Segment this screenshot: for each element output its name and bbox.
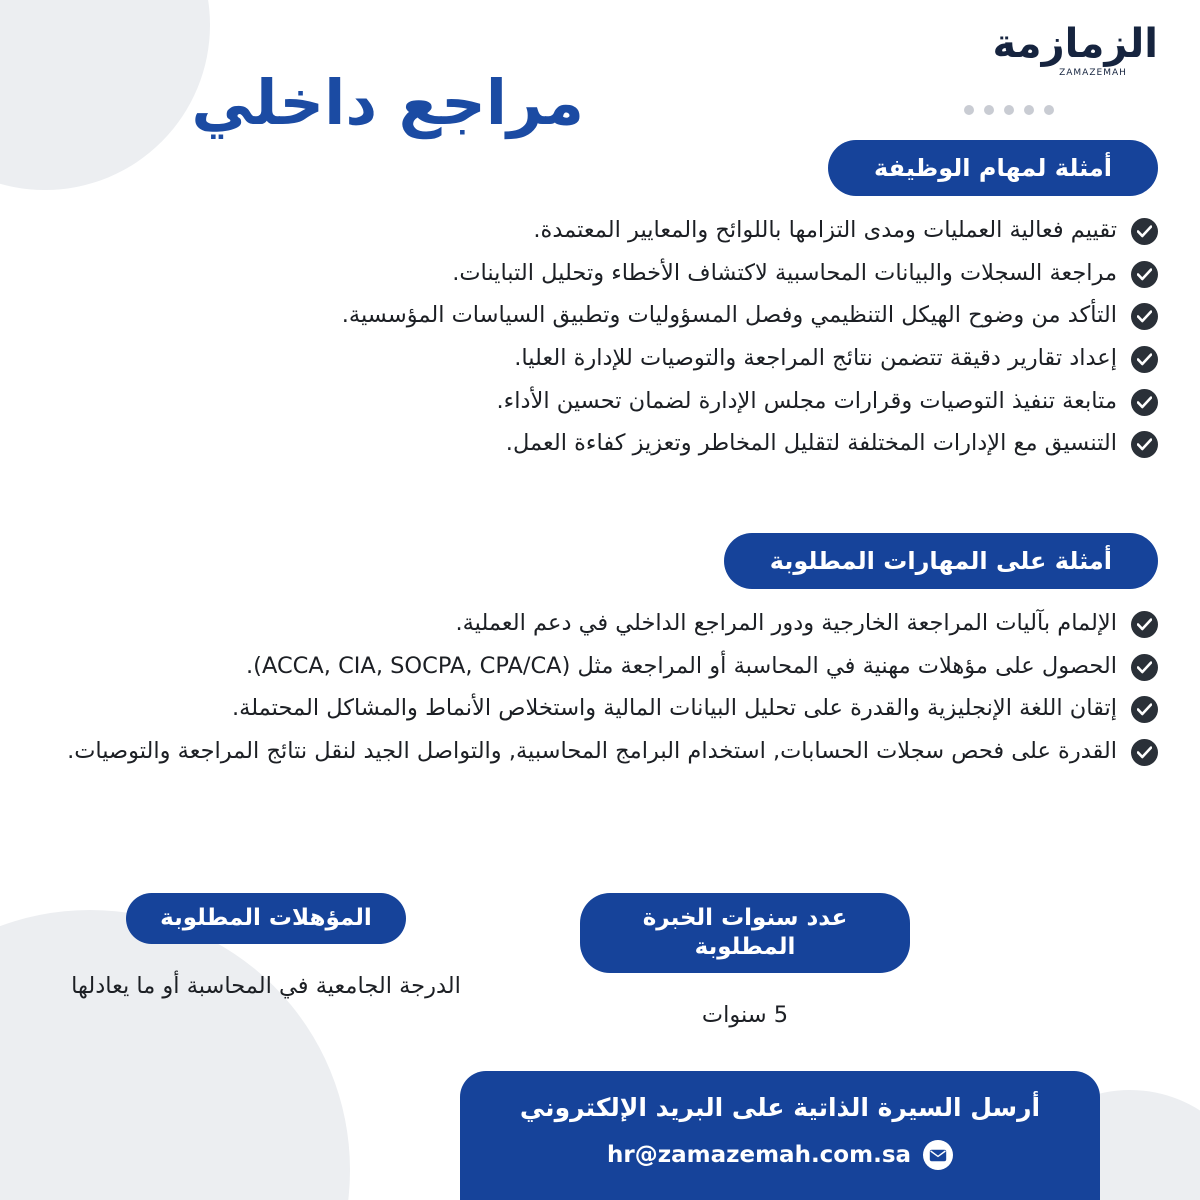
- list-item: [52, 385, 1158, 418]
- list-item-text: إتقان اللغة الإنجليزية والقدرة على تحليل البيانات المالية واستخلاص الأنماط والمشاكل المحتملة.: [232, 695, 1117, 722]
- list-item: [52, 427, 1158, 460]
- list-item: [52, 692, 1158, 725]
- qualifications-value: الدرجة الجامعية في المحاسبة أو ما يعادلها: [71, 972, 461, 999]
- check-icon: [1131, 654, 1158, 681]
- list-item: [52, 299, 1158, 332]
- list-item: [52, 342, 1158, 375]
- skills-list: [52, 607, 1158, 778]
- check-icon: [1131, 218, 1158, 245]
- section-heading-skills: أمثلة على المهارات المطلوبة: [724, 533, 1158, 589]
- qualifications-heading: المؤهلات المطلوبة: [126, 893, 406, 944]
- list-item: [52, 257, 1158, 290]
- list-item-text: القدرة على فحص سجلات الحسابات, استخدام البرامج المحاسبية, والتواصل الجيد لنقل نتائج المراجعة والتوصيات.: [67, 737, 1117, 764]
- mail-icon: [923, 1140, 953, 1170]
- list-item: [52, 607, 1158, 640]
- check-icon: [1131, 739, 1158, 766]
- list-item-text: تقييم فعالية العمليات ومدى التزامها باللوائح والمعايير المعتمدة.: [533, 217, 1117, 243]
- check-icon: [1131, 303, 1158, 330]
- logo-latin-wordmark: ZAMAZEMAH: [1059, 68, 1127, 78]
- list-item-text: إعداد تقارير دقيقة تتضمن نتائج المراجعة والتوصيات للإدارة العليا.: [514, 344, 1117, 371]
- cv-email-address[interactable]: hr@zamazemah.com.sa: [606, 1142, 912, 1168]
- duties-list: [52, 214, 1158, 470]
- list-item-text: متابعة تنفيذ التوصيات وقرارات مجلس الإدارة لضمان تحسين الأداء.: [496, 387, 1117, 414]
- check-icon: [1131, 389, 1158, 416]
- check-icon: [1131, 431, 1158, 458]
- list-item-text: الحصول على مؤهلات مهنية في المحاسبة أو المراجعة مثل (ACCA, CIA, SOCPA, CPA/CA).: [246, 652, 1117, 679]
- check-icon: [1131, 611, 1158, 638]
- experience-heading: عدد سنوات الخبرة المطلوبة: [580, 893, 910, 973]
- cv-contact-bar: [460, 1071, 1100, 1200]
- decorative-dots: [964, 105, 1054, 115]
- list-item-text: التأكد من وضوح الهيكل التنظيمي وفصل المسؤوليات وتطبيق السياسات المؤسسية.: [341, 302, 1117, 329]
- check-icon: [1131, 261, 1158, 288]
- list-item-text: التنسيق مع الإدارات المختلفة لتقليل المخاطر وتعزيز كفاءة العمل.: [505, 430, 1117, 457]
- list-item: [52, 735, 1158, 768]
- list-item: [52, 214, 1158, 247]
- check-icon: [1131, 346, 1158, 373]
- logo-arabic-wordmark: الزمازمة: [992, 21, 1158, 67]
- experience-block: [580, 893, 910, 1031]
- title-row: [0, 66, 1090, 139]
- experience-value: 5 سنوات: [701, 1001, 789, 1028]
- page-title: مراجع داخلي: [191, 66, 584, 139]
- check-icon: [1131, 696, 1158, 723]
- list-item-text: الإلمام بآليات المراجعة الخارجية ودور المراجع الداخلي في دعم العملية.: [455, 610, 1117, 636]
- section-heading-duties: أمثلة لمهام الوظيفة: [828, 140, 1158, 196]
- qualifications-block: [56, 893, 476, 1002]
- cv-title: أرسل السيرة الذاتية على البريد الإلكتروني: [519, 1093, 1041, 1122]
- cv-email-row[interactable]: [490, 1140, 1070, 1170]
- list-item-text: مراجعة السجلات والبيانات المحاسبية لاكتشاف الأخطاء وتحليل التباينات.: [452, 259, 1117, 286]
- list-item: [52, 650, 1158, 683]
